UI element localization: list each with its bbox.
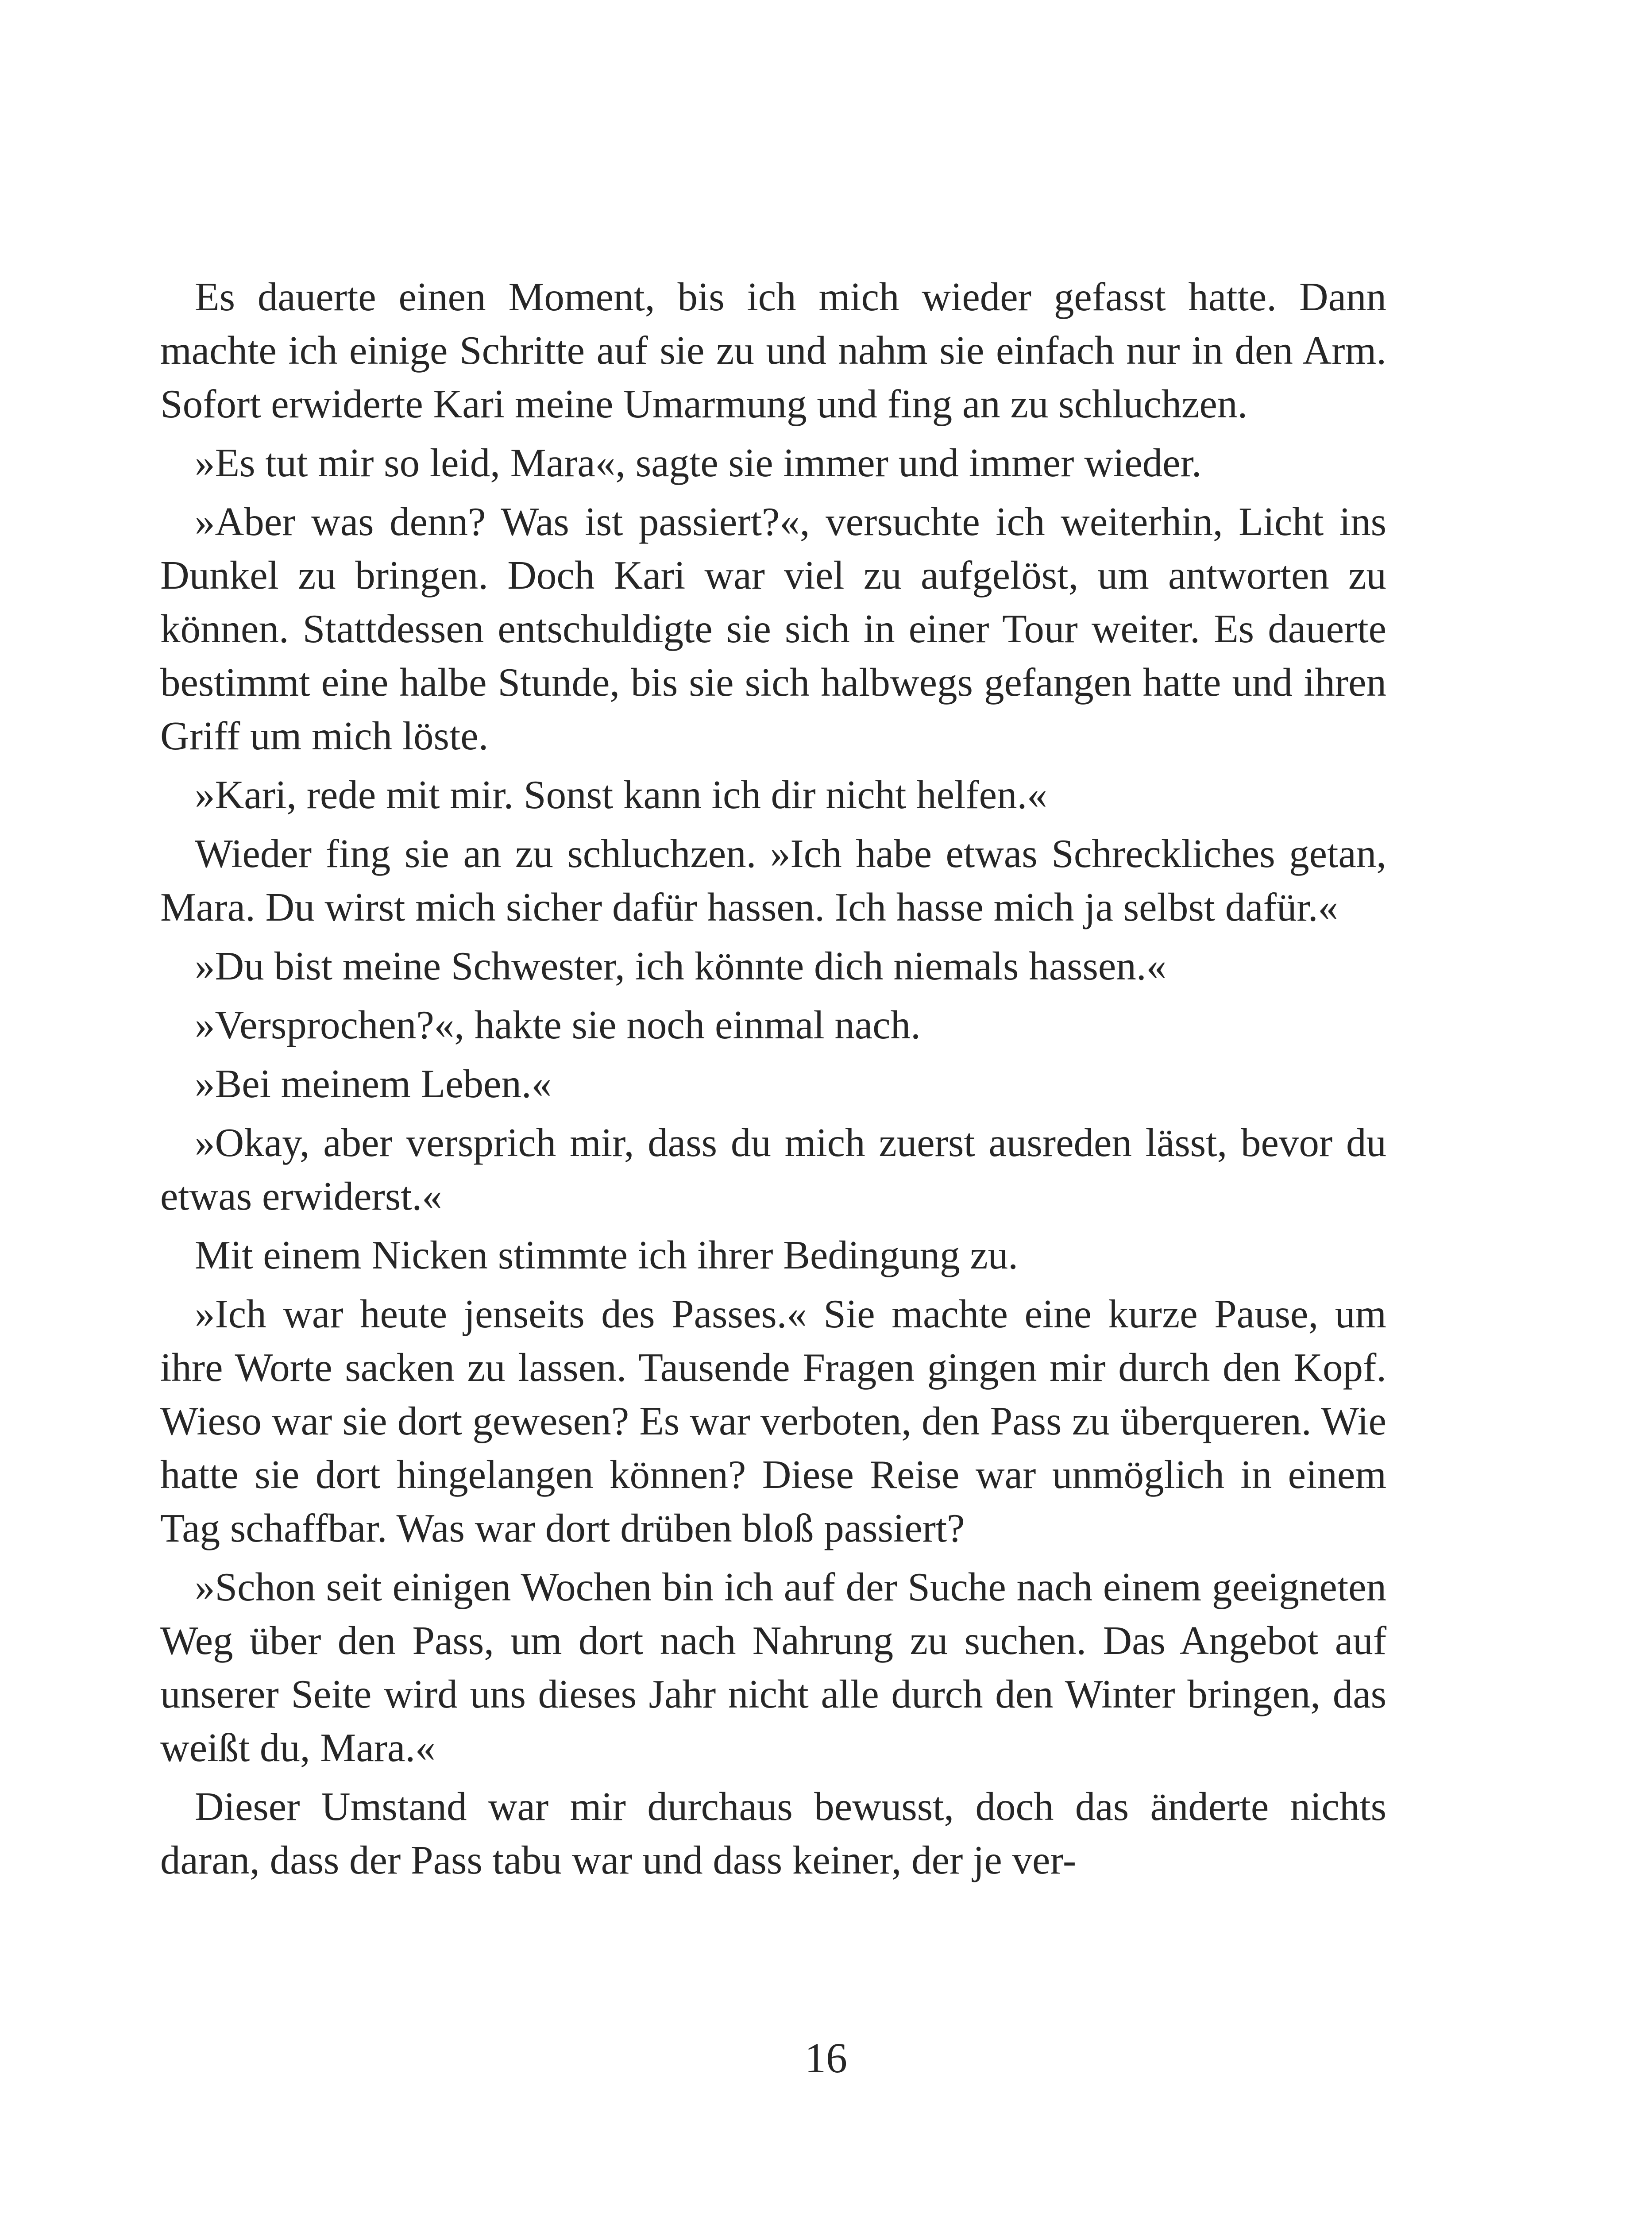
paragraph-12: »Schon seit einigen Wochen bin ich auf der Suche nach einem geeigneten Weg über den Pass, um dort nach Nahrung zu suchen. Das Angebot auf unserer Seite wird uns dieses Jahr nicht alle durch den Winter bringen, das weißt du, Mara.« <box>160 1565 1386 1770</box>
paragraph-10: Mit einem Nicken stimmte ich ihrer Bedingung zu. <box>195 1233 1019 1277</box>
paragraph-9: »Okay, aber versprich mir, dass du mich zuerst ausreden lässt, bevor du etwas erwiderst.« <box>160 1120 1386 1218</box>
paragraph-4: »Kari, rede mit mir. Sonst kann ich dir nicht helfen.« <box>195 772 1047 817</box>
paragraph-13: Dieser Umstand war mir durchaus bewusst, doch das änderte nichts daran, dass der Pass tabu war und dass keiner, der je ver- <box>160 1784 1386 1882</box>
paragraph-6: »Du bist meine Schwester, ich könnte dich niemals hassen.« <box>195 944 1167 988</box>
paragraph-7: »Versprochen?«, hakte sie noch einmal nach. <box>195 1002 921 1047</box>
paragraph-5: Wieder fing sie an zu schluchzen. »Ich habe etwas Schreckliches getan, Mara. Du wirst mich sicher dafür hassen. Ich hasse mich ja selbst dafür.« <box>160 831 1386 929</box>
paragraph-1: Es dauerte einen Moment, bis ich mich wieder gefasst hatte. Dann machte ich einige Schritte auf sie zu und nahm sie einfach nur in den Arm. Sofort erwiderte Kari meine Umarmung und fing an zu schluchzen. <box>160 274 1386 426</box>
paragraph-2: »Es tut mir so leid, Mara«, sagte sie immer und immer wieder. <box>195 440 1202 485</box>
paragraph-11: »Ich war heute jenseits des Passes.« Sie machte eine kurze Pause, um ihre Worte sacken zu lassen. Tausende Fragen gingen mir durch den Kopf. Wieso war sie dort gewesen? Es war verboten, den Pass zu überqueren. Wie hatte sie dort hingelangen können? Diese Reise war unmöglich in einem Tag schaffbar. Was war dort drüben bloß passiert? <box>160 1292 1386 1550</box>
paragraph-8: »Bei meinem Leben.« <box>195 1061 552 1106</box>
paragraph-3: »Aber was denn? Was ist passiert?«, versuchte ich weiterhin, Licht ins Dunkel zu bringen. Doch Kari war viel zu aufgelöst, um antworten zu können. Stattdessen entschuldigte sie sich in einer Tour weiter. Es dauerte bestimmt eine halbe Stunde, bis sie sich halbwegs gefangen hatte und ihren Griff um mich löste. <box>160 499 1386 758</box>
body-text <box>160 270 1386 1887</box>
page-number: 16 <box>805 2034 847 2082</box>
